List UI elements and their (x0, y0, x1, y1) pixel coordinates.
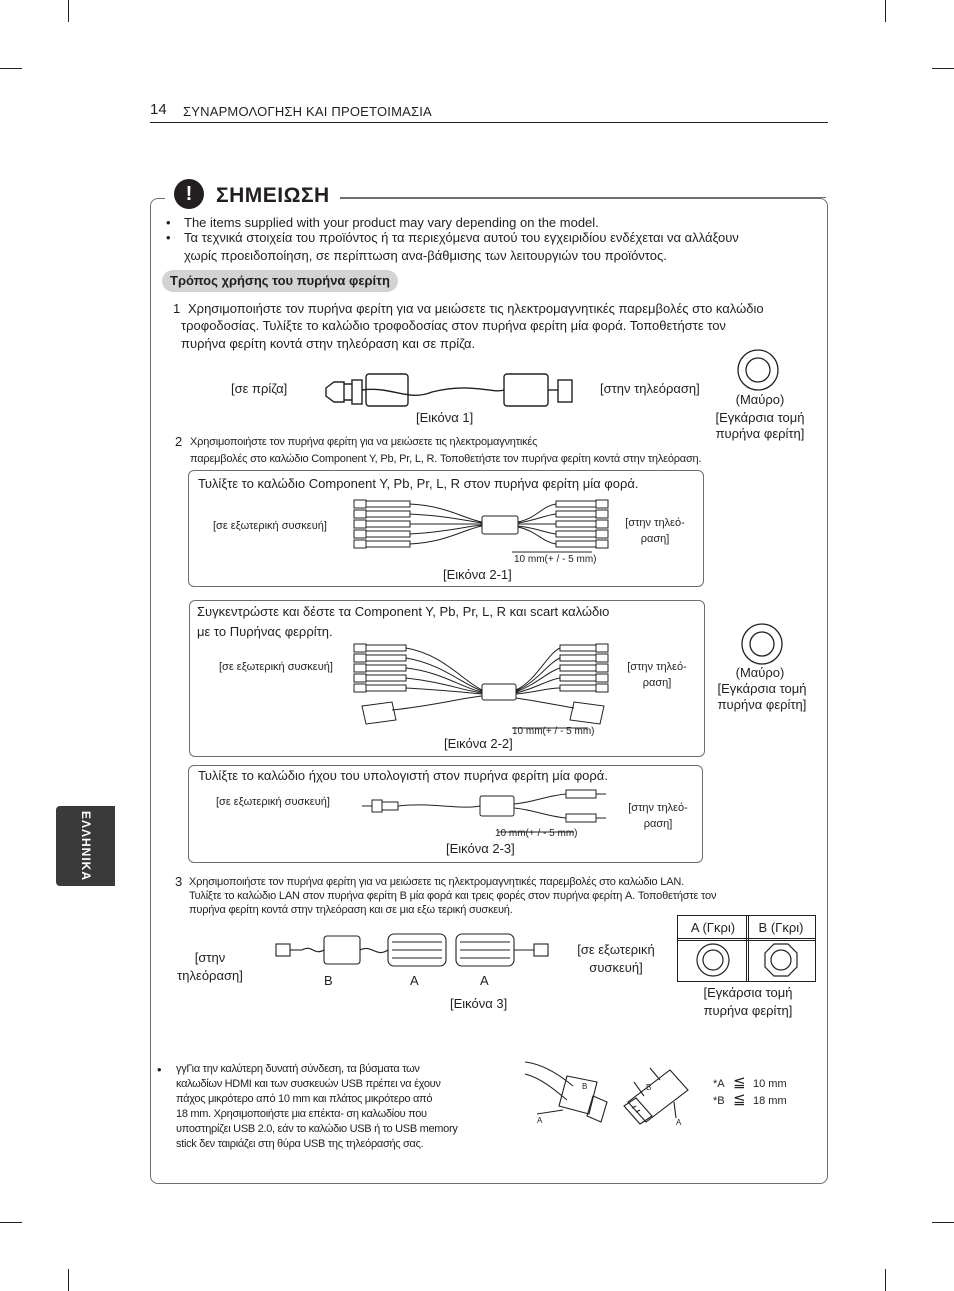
box2-text-1: Συγκεντρώστε και δέστε τα Component Y, Pb, Pr, L, R και scart καλώδιο (197, 604, 610, 619)
page-number: 14 (150, 101, 167, 118)
label-external-device: [σε εξωτερική συσκευή] (219, 661, 333, 673)
dimension-b-label: *B (713, 1095, 725, 1107)
warning-icon: ! (174, 179, 204, 209)
crop-mark (932, 68, 954, 69)
label-to-tv: [στην τηλεό- (625, 517, 685, 529)
step2-line-1: Χρησιμοποιήστε τον πυρήνα φερίτη για να μειώσετε τις ηλεκτρομαγνητικές (190, 436, 538, 448)
figure-label-a: A (676, 1118, 682, 1127)
ferrite-core-a-icon (678, 939, 748, 981)
core-caption: [Εγκάρσια τομή (703, 985, 793, 1000)
core-caption: πυρήνα φερίτη] (703, 1003, 793, 1018)
dimension-b-value: 18 mm (753, 1095, 787, 1107)
section-title: ΣΥΝΑΡΜΟΛΟΓΗΣΗ ΚΑΙ ΠΡΟΕΤΟΙΜΑΣΙΑ (183, 104, 432, 119)
less-equal-icon: ≦ (733, 1091, 746, 1108)
header-divider (150, 122, 828, 123)
label-to-tv: [στην τηλεόραση] (600, 381, 700, 396)
label-external-device: [σε εξωτερική συσκευή] (213, 520, 327, 532)
core-a-label: A (410, 973, 419, 988)
crop-mark (68, 0, 69, 22)
step-number: 3 (175, 874, 183, 889)
label-to-tv: [στην τηλεό- (628, 802, 688, 814)
crop-mark (885, 0, 886, 22)
lan-cable-figure (262, 930, 566, 972)
bullet-dot: • (166, 215, 171, 230)
figure-label-b: B (582, 1082, 588, 1091)
dimension-label: 10 mm(+ / - 5 mm) (495, 828, 578, 839)
bullet-dot: • (166, 230, 171, 245)
usb-note-line: 18 mm. Χρησιμοποιήστε μια επέκτα- ση καλωδίου που (176, 1108, 427, 1120)
usb-note-text (176, 1062, 516, 1152)
label-to-tv: ραση] (642, 677, 672, 689)
figure3-caption: [Εικόνα 3] (450, 996, 508, 1011)
power-cable-figure (322, 368, 578, 412)
step1-line-2: τροφοδοσίας. Τυλίξτε το καλώδιο τροφοδοσίας στον πυρήνα φερίτη μία φορά. Τοποθετήστε τον (181, 318, 726, 333)
figure1-caption: [Εικόνα 1] (416, 410, 474, 425)
label-external-device: [σε εξωτερική (577, 942, 655, 957)
box2-text-2: με το Πυρήνας φερρίτη. (197, 624, 333, 639)
dimension-a-label: *A (713, 1078, 725, 1090)
dimension-label: 10 mm(+ / - 5 mm) (514, 554, 597, 565)
table-header-a-label: A (Γκρι) (690, 920, 736, 935)
usb-note-line: stick δεν ταιριάζει στη θύρα USB της τηλεόρασής σας. (176, 1138, 424, 1150)
step3-line-2: Τυλίξτε το καλώδιο LAN στον πυρήνα φερίτη B μία φορά και τρεις φορές στον πυρήνα φερίτη A. Τοποθετήστε τον (189, 890, 717, 902)
figure2-2-caption: [Εικόνα 2-2] (444, 736, 513, 751)
box1-text: Τυλίξτε το καλώδιο Component Y, Pb, Pr, L, R στον πυρήνα φερίτη μία φορά. (198, 476, 639, 491)
bullet-dot: • (157, 1062, 162, 1077)
usb-note-line: γγΓια την καλύτερη δυνατή σύνδεση, τα βύσματα των (176, 1063, 420, 1075)
note-bullet-2-cont: χωρίς προειδοποίηση, σε περίπτωση ανα-βάθμισης των λειτουργιών του προϊόντος. (184, 248, 667, 263)
box3-text: Τυλίξτε το καλώδιο ήχου του υπολογιστή στον πυρήνα φερίτη μία φορά. (198, 768, 608, 783)
component-scart-cable-figure (352, 640, 612, 732)
note-title: ΣΗΜΕΙΩΣΗ (216, 184, 330, 207)
crop-mark (0, 1222, 22, 1223)
language-tab (56, 806, 115, 886)
label-external-device: συσκευή] (589, 960, 643, 975)
step3-line-1: Χρησιμοποιήστε τον πυρήνα φερίτη για να μειώσετε τις ηλεκτρομαγνητικές παρεμβολές στο καλώδιο LAN. (189, 876, 684, 888)
crop-mark (68, 1269, 69, 1291)
ferrite-heading: Τρόπος χρήσης του πυρήνα φερίτη (162, 270, 398, 292)
table-cell-b (746, 938, 816, 982)
label-to-tv: [στην τηλεό- (627, 661, 687, 673)
crop-mark (885, 1269, 886, 1291)
figure-label-b: B (646, 1083, 652, 1092)
step2-line-2: παρεμβολές στο καλώδιο Component Y, Pb, Pr, L, R. Τοποθετήστε τον πυρήνα φερίτη κοντά στην τηλεόραση. (190, 453, 702, 465)
step1-line-1: Χρησιμοποιήστε τον πυρήνα φερίτη για να μειώσετε τις ηλεκτρομαγνητικές παρεμβολές στο καλώδιο (188, 301, 764, 316)
core-caption: πυρήνα φερίτη] (717, 697, 807, 712)
step3-line-3: πυρήνα φερίτη κοντά στην τηλεόραση και σε μια εξω τερική συσκευή. (189, 904, 513, 916)
component-cable-figure (352, 496, 612, 556)
language-tab-label: ΕΛΛΗΝΙΚΑ (78, 810, 93, 882)
step1-line-3: πυρήνα φερίτη κοντά στην τηλεόραση και σε πρίζα. (181, 336, 476, 351)
core-color: (Μαύρο) (735, 665, 785, 680)
label-to-tv: [στην (194, 950, 226, 965)
note-bullet-2: Τα τεχνικά στοιχεία του προϊόντος ή τα περιεχόμενα αυτού του εγχειριδίου ενδέχεται να αλλάξουν (184, 230, 739, 245)
label-to-tv: ραση] (640, 533, 670, 545)
core-color: (Μαύρο) (735, 392, 785, 407)
ferrite-core-b-icon (747, 939, 815, 981)
usb-note-line: υποστηρίζει USB 2.0, εάν το καλώδιο USB ή το USB memory (176, 1123, 458, 1135)
crop-mark (932, 1222, 954, 1223)
dimension-label: 10 mm(+ / - 5 mm) (512, 726, 595, 737)
usb-note-line: καλωδίων HDMI και των συσκευών USB πρέπει να έχουν (176, 1078, 441, 1090)
figure2-3-caption: [Εικόνα 2-3] (446, 841, 515, 856)
note-bullet-1: The items supplied with your product may vary depending on the model. (184, 215, 599, 230)
core-caption: πυρήνα φερίτη] (715, 426, 805, 441)
table-header-b-label: B (Γκρι) (758, 920, 804, 935)
crop-mark (0, 68, 22, 69)
usb-stick-figure (620, 1062, 700, 1132)
figure-label-a: A (537, 1116, 543, 1125)
core-caption: [Εγκάρσια τομή (717, 681, 807, 696)
less-equal-icon: ≦ (733, 1074, 746, 1091)
figure2-1-caption: [Εικόνα 2-1] (443, 567, 512, 582)
core-a-label: A (480, 973, 489, 988)
label-to-tv: τηλεόραση] (177, 968, 243, 983)
dimension-a-value: 10 mm (753, 1078, 787, 1090)
step-number: 2 (175, 434, 183, 449)
step-number: 1 (173, 301, 181, 316)
core-caption: [Εγκάρσια τομή (715, 410, 805, 425)
label-external-device: [σε εξωτερική συσκευή] (216, 796, 330, 808)
table-cell-a (677, 938, 749, 982)
ferrite-core-section-icon (736, 348, 780, 392)
label-to-outlet: [σε πρίζα] (231, 381, 288, 396)
usb-note-line: πάχος μικρότερο από 10 mm και πλάτος μικρότερο από (176, 1093, 433, 1105)
core-b-label: B (324, 973, 333, 988)
label-to-tv: ραση] (643, 818, 673, 830)
note-header-line (340, 197, 826, 198)
ferrite-core-section-icon (740, 622, 784, 666)
